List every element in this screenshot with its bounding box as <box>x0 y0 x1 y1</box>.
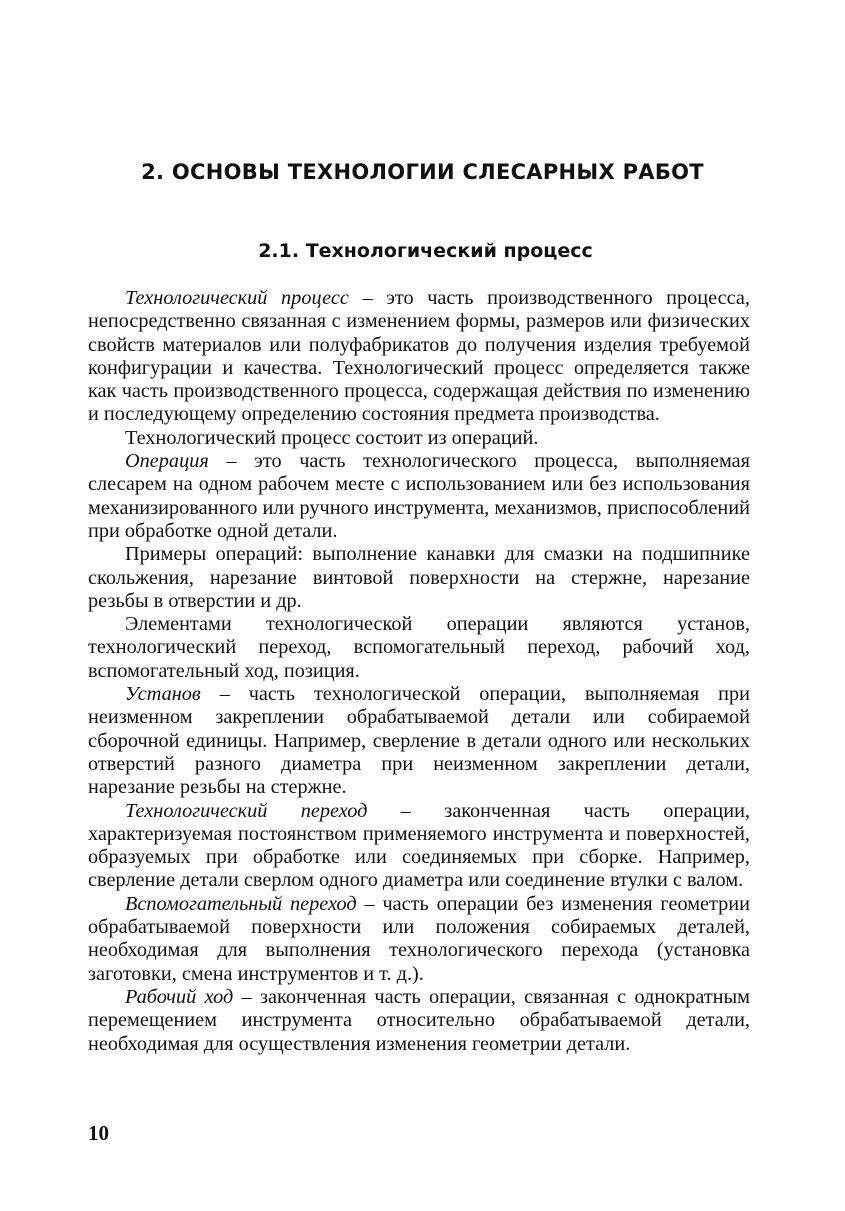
paragraph-technological-step <box>88 800 750 893</box>
paragraph-text: – законченная часть операции, характеризуемая постоянством применяемого инструмента и поверхностей, образуемых при обработке или соединяемых при сборке. Например, сверление детали сверлом одного диаметра или соединение втулки с валом. <box>88 799 750 892</box>
chapter-title: 2. ОСНОВЫ ТЕХНОЛОГИИ СЛЕСАРНЫХ РАБОТ <box>141 160 704 184</box>
paragraph-text: – часть технологической операции, выполняемая при неизменном закреплении обрабатываемой детали или собираемой сборочной единицы. Например, сверление в детали одного или нескольких отверстий разного диаметра при неизменном закреплении детали, нарезание резьбы на стержне. <box>88 683 750 799</box>
paragraph-text: – это часть технологического процесса, выполняемая слесарем на одном рабочем месте с использованием или без использования механизированного или ручного инструмента, механизмов, приспособлений при обработке одной детали. <box>88 450 750 542</box>
paragraph-operation-elements <box>88 613 750 683</box>
page-number: 10 <box>88 1121 109 1145</box>
term-technological-process: Технологический процесс <box>125 287 349 309</box>
paragraph-working-pass <box>88 986 750 1056</box>
term-working-pass: Рабочий ход <box>125 985 234 1008</box>
section-title: 2.1. Технологический процесс <box>258 240 593 262</box>
term-auxiliary-step: Вспомогательный переход <box>125 892 357 915</box>
paragraph-text: Элементами технологической операции являются установ, технологический переход, вспомогательный переход, рабочий ход, вспомогательный ход, позиция. <box>88 613 750 682</box>
paragraph-text: Технологический процесс состоит из операций. <box>125 426 539 449</box>
paragraph-auxiliary-step <box>88 893 750 986</box>
paragraph-technological-process <box>88 287 750 427</box>
term-technological-step: Технологический переход <box>125 799 368 822</box>
term-operation: Операция <box>125 450 209 473</box>
paragraph-setup <box>88 683 750 799</box>
paragraph-text: – законченная часть операции, связанная с однократным перемещением инструмента относительно обрабатываемой детали, необходимая для осуществления изменения геометрии детали. <box>88 985 750 1055</box>
body-text <box>88 287 750 1056</box>
paragraph-operation-examples <box>88 543 750 613</box>
paragraph-text: Примеры операций: выполнение канавки для смазки на подшипнике скольжения, нарезание винтовой поверхности на стержне, нарезание резьбы в отверстии и др. <box>88 543 750 612</box>
paragraph-text: – часть операции без изменения геометрии обрабатываемой поверхности или положения собираемых деталей, необходимая для выполнения технологического перехода (установка заготовки, смена инструментов и т. д.). <box>88 892 750 985</box>
paragraph-process-consists <box>88 427 750 450</box>
paragraph-operation <box>88 450 750 543</box>
term-setup: Установ <box>125 683 201 706</box>
paragraph-text: – это часть производственного процесса, непосредственно связанная с изменением формы, размеров или физических свойств материалов или полуфабрикатов до получения изделия требуемой конфигурации и качества. Технологический процесс определяется также как часть производственного процесса, содержащая действия по изменению и последующему определению состояния предмета производства. <box>88 287 750 426</box>
